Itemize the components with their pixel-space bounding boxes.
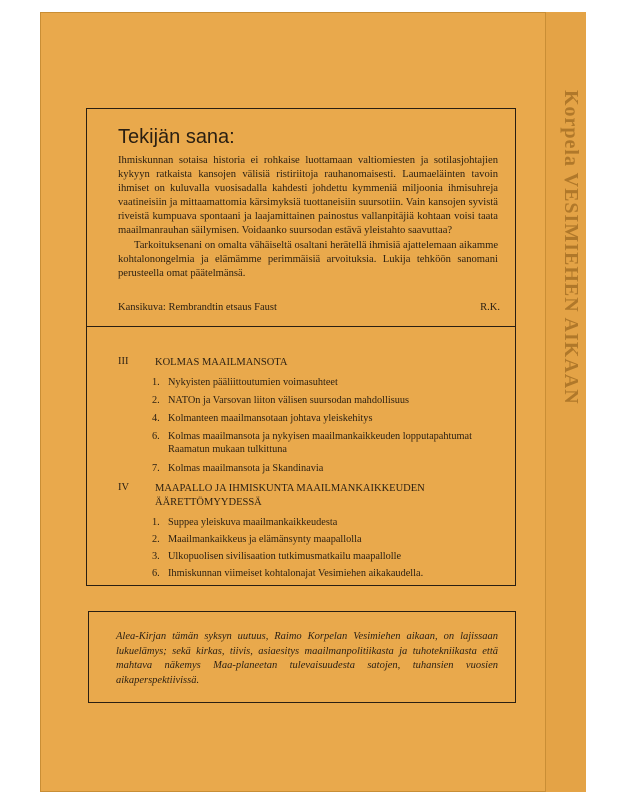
section-number: IV [118,482,130,493]
toc-item-title: Ihmiskunnan viimeiset kohtalonajat Vesimiehen aikakaudella. [168,568,424,579]
toc-item [152,376,492,389]
toc-item-number: 4. [152,413,160,424]
toc-item [152,462,492,475]
intro-heading: Tekijän sana: [118,126,235,148]
toc-item [152,567,492,580]
intro-paragraph: Tarkoituksenani on omalta vähäiseltä osaltani herätellä ihmisiä ajattelemaan aikamme kohtalonongelmia ja elämämme perimmäisiä arvoituksia. Lukija tehköön sanomani perusteella omat päätelmänsä. [118,239,499,279]
credit-row [118,302,500,313]
author-initials: R.K. [480,302,500,313]
toc-item-title: Ulkopuolisen sivilisaation tutkimusmatkailu maapallolle [168,551,402,562]
toc-item [152,412,492,425]
cover-credit: Kansikuva: Rembrandtin etsaus Faust [118,302,277,313]
toc-item-title: NATOn ja Varsovan liiton välisen suursodan mahdollisuus [168,395,410,406]
toc-item [152,394,492,407]
toc-item-number: 1. [152,377,160,388]
toc-item-title: Kolmas maailmansota ja Skandinavia [168,463,324,474]
toc-item [152,533,492,546]
toc-item [152,516,492,529]
section-title: KOLMAS MAAILMANSOTA [155,357,288,368]
toc-item-title: Nykyisten pääliittoutumien voimasuhteet [168,377,338,388]
toc-item-title: Suppea yleiskuva maailmankaikkeudesta [168,517,338,528]
toc-item [152,430,492,456]
toc-item [152,550,492,563]
toc-item-number: 2. [152,534,160,545]
publisher-blurb: Alea-Kirjan tämän syksyn uutuus, Raimo Korpelan Vesimiehen aikaan, on lajissaan lukuelämys; sekä kirkas, tiivis, asiaesitys maailmanpolitiikasta ja tuhotekniikasta että mahtava näkemys Maa-planeetan tulevaisuudesta satojen, tuhansien vuosien aikaperspektiivissä. [116,631,498,686]
section-number: III [118,356,129,367]
toc-item-number: 6. [152,568,160,579]
intro-paragraph: Ihmiskunnan sotaisa historia ei rohkaise luottamaan valtiomiesten ja sotilasjohtajien kykyyn ratkaista kansojen välisiä ristiriitoja rauhanomaisesti. Laumaeläinten tavoin ihmiset on kuluvalla vuosisadalla kahdesti johdettu kymmeniä miljoonia ihmisuhreja vaatineisiin ja mittaamattomia kärsimyksiä tuottaneisiin suursotiin. Vain kansojen syvistä riveistä kumpuava spontaani ja laajamittainen painostus vallanpitäjiä kohtaan voisi taata maailmanrauhan säilymisen. Voidaanko suursodan estävä yleistahto saavuttaa? [118,155,498,237]
toc-item-title: Maailmankaikkeus ja elämänsynty maapallolla [168,534,362,545]
toc-item-number: 1. [152,517,160,528]
toc-item-number: 7. [152,463,160,474]
toc-item-number: 6. [152,431,160,442]
spine-title: Korpela VESIMIEHEN AIKAAN [560,90,582,405]
intro-text [118,154,498,281]
toc-item-title: Kolmas maailmansota ja nykyisen maailmankaikkeuden lopputapahtumat Raamatun mukaan tulkittuna [168,431,472,455]
frame-divider [86,326,516,327]
toc-item-number: 2. [152,395,160,406]
toc-item-number: 3. [152,551,160,562]
section-title: MAAPALLO JA IHMISKUNTA MAAILMANKAIKKEUDEN ÄÄRETTÖMYYDESSÄ [155,483,425,508]
toc-item-title: Kolmanteen maailmansotaan johtava yleiskehitys [168,413,373,424]
